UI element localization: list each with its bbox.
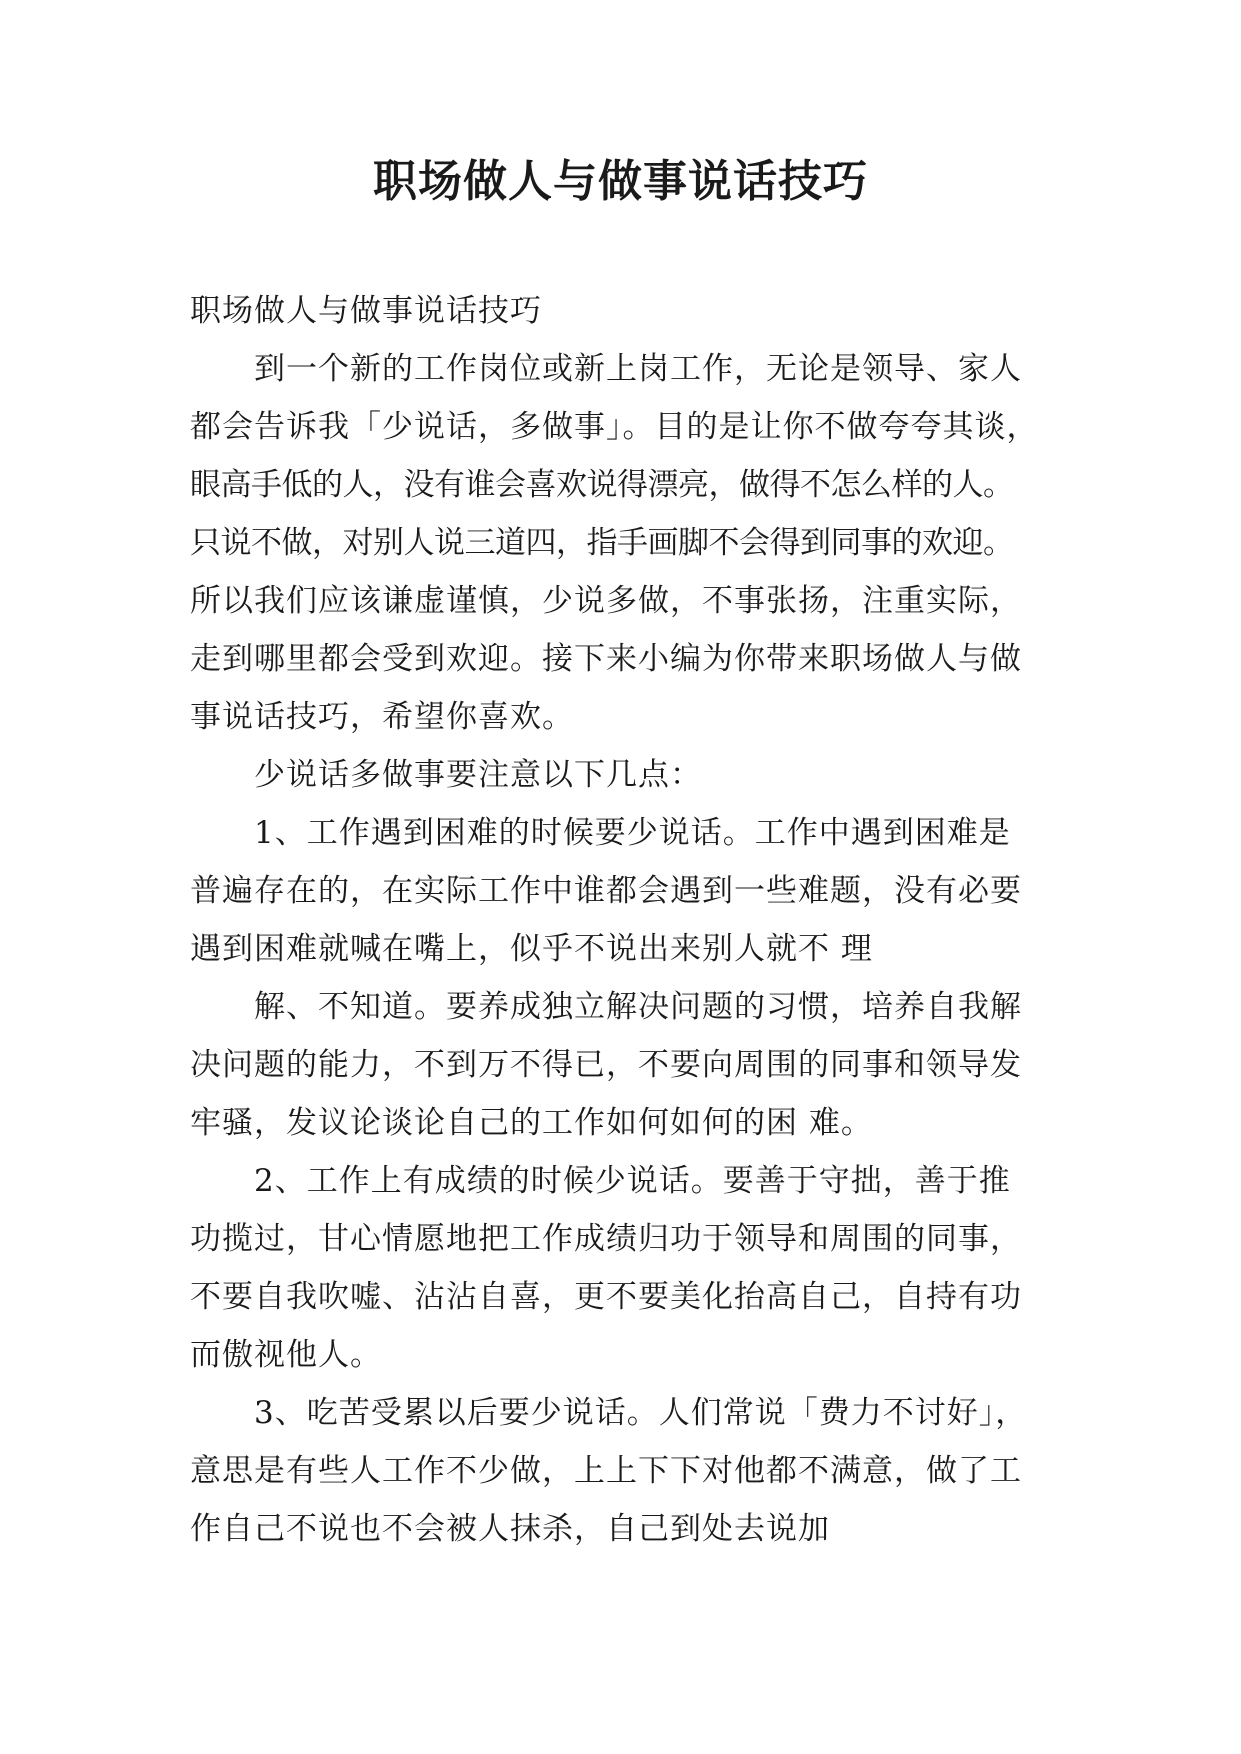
body-line: 不要自我吹嘘、沾沾自喜，更不要美化抬高自己，自持有功 bbox=[190, 1279, 1022, 1315]
body-heading: 职场做人与做事说话技巧 bbox=[190, 293, 542, 329]
list-item-2: 2、工作上有成绩的时候少说话。要善于守拙，善于推 bbox=[254, 1163, 1011, 1199]
body-line: 眼高手低的人，没有谁会喜欢说得漂亮，做得不怎么样的人。 bbox=[190, 467, 1014, 503]
list-item-3: 3、吃苦受累以后要少说话。人们常说「费力不讨好」， bbox=[254, 1395, 1028, 1431]
body-line: 功揽过，甘心情愿地把工作成绩归功于领导和周围的同事， bbox=[190, 1221, 1022, 1257]
body-line: 只说不做，对别人说三道四，指手画脚不会得到同事的欢迎。 bbox=[190, 525, 1014, 561]
body-line: 决问题的能力，不到万不得已，不要向周围的同事和领导发 bbox=[190, 1047, 1022, 1083]
body-line: 走到哪里都会受到欢迎。接下来小编为你带来职场做人与做 bbox=[190, 641, 1022, 677]
body-line: 而傲视他人。 bbox=[190, 1337, 382, 1373]
body-line: 所以我们应该谦虚谨慎，少说多做，不事张扬，注重实际， bbox=[190, 583, 1022, 619]
body-line: 作自己不说也不会被人抹杀，自己到处去说加 bbox=[190, 1511, 830, 1547]
body-line: 解、不知道。要养成独立解决问题的习惯，培养自我解 bbox=[254, 989, 1022, 1025]
document-title: 职场做人与做事说话技巧 bbox=[373, 156, 868, 207]
document-body bbox=[190, 282, 1050, 1558]
body-line: 普遍存在的，在实际工作中谁都会遇到一些难题，没有必要 bbox=[190, 873, 1022, 909]
body-line: 意思是有些人工作不少做，上上下下对他都不满意，做了工 bbox=[190, 1453, 1022, 1489]
body-line: 事说话技巧，希望你喜欢。 bbox=[190, 699, 574, 735]
list-item-1: 1、工作遇到困难的时候要少说话。工作中遇到困难是 bbox=[254, 815, 1011, 851]
body-line: 都会告诉我「少说话，多做事」。目的是让你不做夸夸其谈， bbox=[190, 409, 1039, 445]
body-line: 到一个新的工作岗位或新上岗工作，无论是领导、家人 bbox=[254, 351, 1022, 387]
body-line: 少说话多做事要注意以下几点： bbox=[254, 757, 702, 793]
body-line: 牢骚，发议论谈论自己的工作如何如何的困 难。 bbox=[190, 1105, 873, 1141]
body-line: 遇到困难就喊在嘴上，似乎不说出来别人就不 理 bbox=[190, 931, 873, 967]
